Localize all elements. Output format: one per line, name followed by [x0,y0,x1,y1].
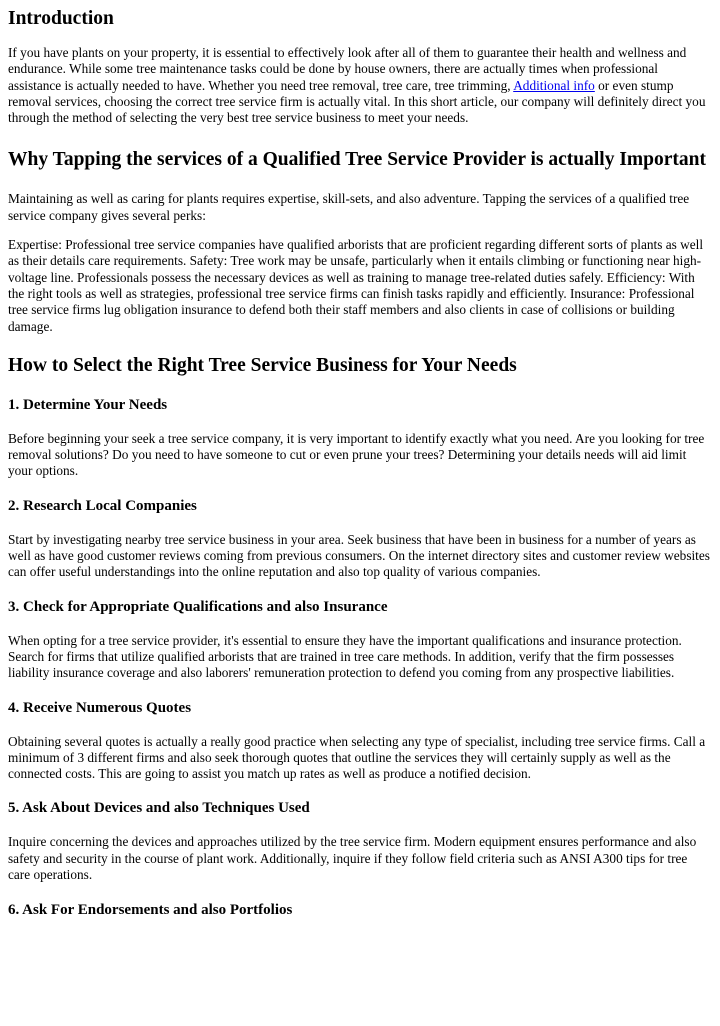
why-heading: Why Tapping the services of a Qualified Tree Service Provider is actually Important [8,149,707,171]
step-1-heading: 1. Determine Your Needs [8,396,168,413]
intro-heading: Introduction [8,8,114,29]
why-paragraph-1: Maintaining as well as caring for plants requires expertise, skill-sets, and also adventure. Tapping the services of a qualified tree service company gives several perks: [8,191,690,223]
step-2-text: Start by investigating nearby tree service business in your area. Seek business that have been in business for a number of years as well as have good customer reviews coming from previous consumers. On the internet directory sites and customer review websites can offer useful understandings into the online reputation and also top quality of various companies. [8,531,710,580]
step-5-heading: 5. Ask About Devices and also Techniques Used [8,800,310,817]
step-2-heading: 2. Research Local Companies [8,497,197,514]
step-6-heading: 6. Ask For Endorsements and also Portfolios [8,902,293,919]
additional-info-link[interactable]: Additional info [513,77,595,93]
article [0,8,720,919]
select-heading: How to Select the Right Tree Service Business for Your Needs [8,354,517,376]
step-1-text: Before beginning your seek a tree service company, it is very important to identify exactly what you need. Are you looking for tree removal solutions? Do you need to have someone to cut or even prune your trees? Determining your details needs will aid limit your options. [8,430,705,479]
step-3-heading: 3. Check for Appropriate Qualifications and also Insurance [8,598,388,615]
step-3-text: When opting for a tree service provider, it's essential to ensure they have the important qualifications and insurance protection. Search for firms that utilize qualified arborists that are trained in tree care methods. In addition, verify that the firm possesses liability insurance coverage and also laborers' remuneration protection to defend you coming from any prospective liabilities. [8,632,682,681]
intro-text-after-link: or even stump removal services, choosing the correct tree service firm is actually vital. In this short article, our company will definitely direct you through the method of selecting the very best tree service business to meet your needs. [8,77,706,126]
step-4-text: Obtaining several quotes is actually a really good practice when selecting any type of specialist, including tree service firms. Call a minimum of 3 different firms and also seek thorough quotes that outline the services they will certainly supply as well as the connected costs. This are going to assist you match up rates as well as produce a notified decision. [8,733,706,782]
intro-paragraph [8,45,712,126]
intro-text-before-link: If you have plants on your property, it is essential to effectively look after all of them to guarantee their health and wellness and endurance. While some tree maintenance tasks could be done by house owners, there are actually times when professional assistance is actually needed to have. Whether you need tree removal, tree care, tree trimming, [8,45,687,93]
step-4-heading: 4. Receive Numerous Quotes [8,699,192,716]
why-paragraph-2: Expertise: Professional tree service companies have qualified arborists that are proficient regarding different sorts of plants as well as their details care requirements. Safety: Tree work may be unsafe, particularly when it entails climbing or functioning near high-voltage line. Professionals possess the necessary devices as well as training to manage tree-related duties safely. Efficiency: With the right tools as well as strategies, professional tree service firms can finish tasks rapidly and efficiently. Insurance: Professional tree service firms lug obligation insurance to defend both their staff members and also clients in case of collisions or building damage. [8,237,704,334]
step-5-text: Inquire concerning the devices and approaches utilized by the tree service firm. Modern equipment ensures performance and also safety and security in the course of plant work. Additionally, inquire if they follow field criteria such as ANSI A300 tips for tree care operations. [8,834,697,883]
